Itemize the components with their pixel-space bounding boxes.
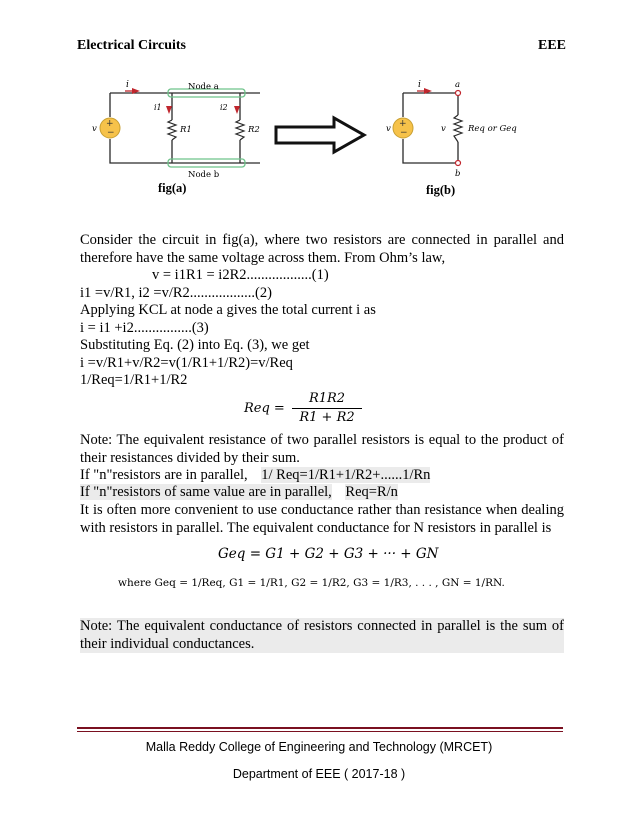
where-line: where Geq = 1/Req, G1 = 1/R1, G2 = 1/R2, G3 = 1/R3, . . . , GN = 1/RN. — [118, 577, 505, 589]
header-department: EEE — [538, 38, 567, 53]
fig-b-v-right-label: v — [441, 124, 446, 134]
svg-text:+: + — [399, 119, 407, 129]
fig-a-node-b-label: Node b — [188, 170, 220, 180]
fig-b-req-label: Req or Geq — [468, 124, 517, 134]
svg-text:−: − — [107, 128, 115, 138]
same-value-line — [80, 484, 564, 502]
fig-b-node-b-label: b — [455, 169, 461, 179]
equation-4: i =v/R1+v/R2=v(1/R1+1/R2)=v/Req — [80, 355, 293, 371]
equation-5: 1/Req=1/R1+1/R2 — [80, 372, 188, 388]
fig-a-node-a-label: Node a — [188, 82, 219, 92]
req-formula — [244, 391, 364, 427]
footer-rule — [77, 727, 563, 729]
fig-a-r2-label: R2 — [248, 125, 260, 135]
req-formula-denominator: R1 + R2 — [299, 410, 355, 425]
kcl-text: Applying KCL at node a gives the total current i as — [80, 302, 376, 318]
footer-rule-thin — [77, 731, 563, 732]
footer-college: Malla Reddy College of Engineering and Technology (MRCET) — [145, 740, 493, 754]
n-parallel-formula: 1/ Req=1/R1+1/R2+......1/Rn — [261, 467, 431, 483]
fig-a-i1-label: i1 — [154, 103, 162, 112]
transform-arrow-icon — [272, 115, 368, 155]
svg-text:−: − — [400, 128, 408, 138]
n-parallel-text: If "n"resistors are in parallel, — [80, 467, 248, 483]
paragraph-conductance: It is often more convenient to use conductance rather than resistance when dealing with resistors in parallel. The equivalent conductance for N resistors in parallel is — [80, 502, 564, 536]
same-value-formula: Req=R/n — [345, 484, 398, 500]
svg-text:+: + — [106, 119, 114, 129]
fraction-bar — [292, 408, 362, 409]
fig-a-current-label: i — [126, 80, 129, 90]
geq-formula: Geq = G1 + G2 + G3 + ··· + GN — [218, 546, 439, 562]
fig-a-i2-label: i2 — [220, 103, 228, 112]
fig-b-v-left-label: v — [386, 124, 391, 134]
figure-a-circuit — [80, 80, 280, 180]
substitution-text: Substituting Eq. (2) into Eq. (3), we get — [80, 337, 310, 353]
n-parallel-line — [80, 467, 564, 485]
fig-a-r1-label: R1 — [180, 125, 192, 135]
paragraph-intro: Consider the circuit in fig(a), where two resistors are connected in parallel and therefore have the same voltage across them. From Ohm’s law, — [80, 232, 564, 266]
equation-1: v = i1R1 = i2R2..................(1) — [152, 267, 329, 283]
note-2: Note: The equivalent conductance of resistors connected in parallel is the sum of their individual conductances. — [80, 618, 564, 652]
same-value-text: If "n"resistors of same value are in parallel, — [80, 484, 332, 500]
req-formula-numerator: R1R2 — [308, 391, 346, 406]
fig-b-caption: fig(b) — [426, 183, 456, 197]
fig-b-current-label: i — [418, 80, 421, 90]
figure-b-circuit — [378, 80, 548, 180]
note-1: Note: The equivalent resistance of two parallel resistors is equal to the product of their resistances divided by their sum. — [80, 432, 564, 466]
req-formula-lhs: Req = — [244, 401, 285, 416]
header-title: Electrical Circuits — [77, 38, 186, 53]
equation-3: i = i1 +i2................(3) — [80, 320, 209, 336]
fig-b-node-a-label: a — [455, 80, 461, 90]
equation-2: i1 =v/R1, i2 =v/R2..................(2) — [80, 285, 272, 301]
fig-a-v-label: v — [92, 124, 97, 134]
footer-department: Department of EEE ( 2017-18 ) — [232, 767, 406, 781]
fig-a-caption: fig(a) — [158, 181, 187, 195]
